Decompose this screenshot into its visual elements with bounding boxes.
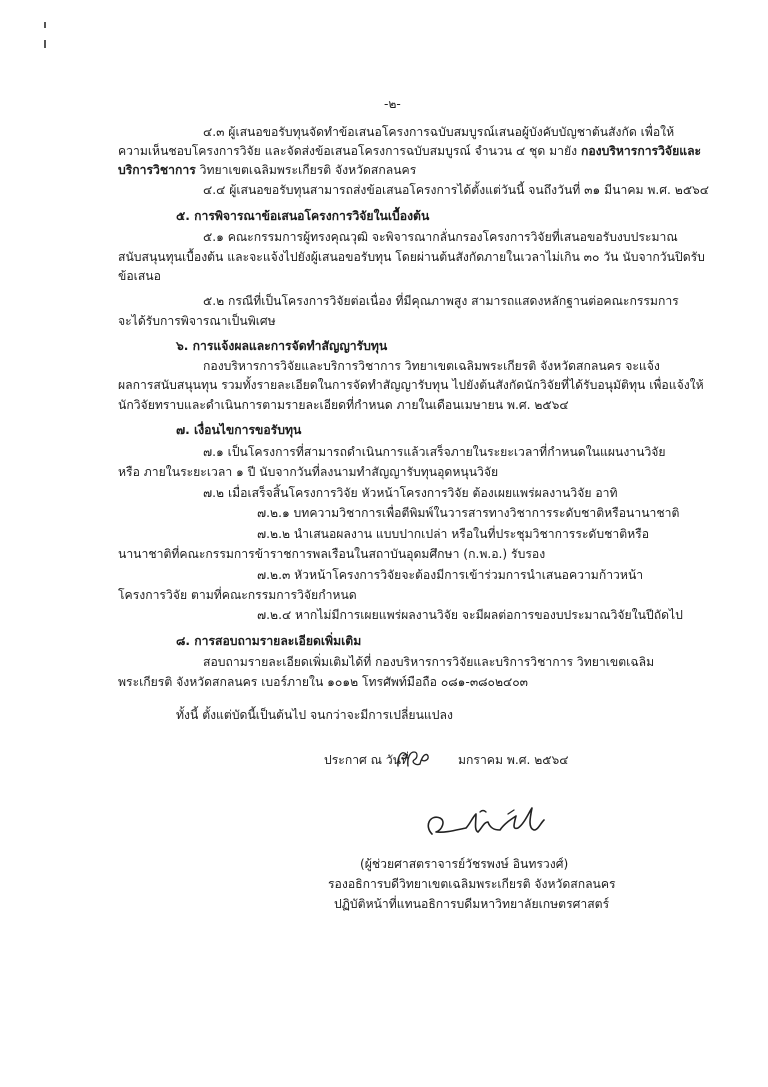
para-7-2-3-line2: โครงการวิจัย ตามที่คณะกรรมการวิจัยกำหนด: [118, 588, 357, 602]
announce-date-prefix: ประกาศ ณ วันที่: [324, 753, 410, 767]
signer-position-1: รองอธิการบดีวิทยาเขตเฉลิมพระเกียรติ จังหวัดสกลนคร: [328, 877, 616, 891]
scan-speck: [44, 40, 46, 48]
heading-7: ๗. เงื่อนไขการขอรับทุน: [176, 423, 302, 437]
para-7-2: ๗.๒ เมื่อเสร็จสิ้นโครงการวิจัย หัวหน้าโครงการวิจัย ต้องเผยแพร่ผลงานวิจัย อาทิ: [203, 486, 618, 500]
announce-date-suffix: มกราคม พ.ศ. ๒๕๖๔: [458, 753, 569, 767]
para-7-1-line1: ๗.๑ เป็นโครงการที่สามารถดำเนินการแล้วเสร็จภายในระยะเวลาที่กำหนดในแผนงานวิจัย: [203, 445, 666, 459]
signer-position-2: ปฏิบัติหน้าที่แทนอธิการบดีมหาวิทยาลัยเกษตรศาสตร์: [334, 897, 610, 911]
signature: [420, 800, 560, 850]
para-7-2-2-line2: นานาชาติที่คณะกรรมการข้าราชการพลเรือนในสถาบันอุดมศึกษา (ก.พ.อ.) รับรอง: [118, 547, 546, 561]
para-6-line1: กองบริหารการวิจัยและบริการวิชาการ วิทยาเขตเฉลิมพระเกียรติ จังหวัดสกลนคร จะแจ้ง: [203, 359, 660, 373]
para-8-line2: พระเกียรติ จังหวัดสกลนคร เบอร์ภายใน ๑๐๑๒ โทรศัพท์มือถือ ๐๘๑-๓๘๐๒๔๐๓: [118, 675, 529, 689]
para-6-line3: นักวิจัยทราบและดำเนินการตามรายละเอียดที่กำหนด ภายในเดือนเมษายน พ.ศ. ๒๕๖๔: [118, 398, 569, 412]
para-7-2-1: ๗.๒.๑ บทความวิชาการเพื่อตีพิมพ์ในวารสารทางวิชาการระดับชาติหรือนานาชาติ: [257, 506, 680, 520]
para-8-line1: สอบถามรายละเอียดเพิ่มเติมได้ที่ กองบริหารการวิจัยและบริการวิชาการ วิทยาเขตเฉลิม: [203, 655, 655, 669]
para-5-2-line2: จะได้รับการพิจารณาเป็นพิเศษ: [118, 314, 276, 328]
para-4-3-line3: บริการวิชาการ วิทยาเขตเฉลิมพระเกียรติ จังหวัดสกลนคร: [118, 163, 417, 177]
para-4-3-line1: ๔.๓ ผู้เสนอขอรับทุนจัดทำข้อเสนอโครงการฉบับสมบูรณ์เสนอผู้บังคับบัญชาต้นสังกัด เพื่อให้: [203, 125, 675, 139]
para-4-4: ๔.๔ ผู้เสนอขอรับทุนสามารถส่งข้อเสนอโครงการได้ตั้งแต่วันนี้ จนถึงวันที่ ๓๑ มีนาคม พ.ศ. ๒๕๖๔: [203, 183, 710, 197]
para-7-2-3-line1: ๗.๒.๓ หัวหน้าโครงการวิจัยจะต้องมีการเข้าร่วมการนำเสนอความก้าวหน้า: [257, 568, 644, 582]
para-5-1-line1: ๕.๑ คณะกรรมการผู้ทรงคุณวุฒิ จะพิจารณากลั่นกรองโครงการวิจัยที่เสนอขอรับงบประมาณ: [203, 230, 678, 244]
para-5-1-line2: สนับสนุนทุนเบื้องต้น และจะแจ้งไปยังผู้เสนอขอรับทุน โดยผ่านต้นสังกัดภายในเวลาไม่เกิน ๓๐ วัน นับจากวันปิดรับ: [118, 250, 705, 264]
para-5-1-line3: ข้อเสนอ: [118, 269, 161, 283]
scan-speck: [44, 22, 46, 28]
para-5-2-line1: ๕.๒ กรณีที่เป็นโครงการวิจัยต่อเนื่อง ที่มีคุณภาพสูง สามารถแสดงหลักฐานต่อคณะกรรมการ: [203, 294, 679, 308]
heading-6: ๖. การแจ้งผลและการจัดทำสัญญารับทุน: [176, 339, 388, 353]
heading-8: ๘. การสอบถามรายละเอียดเพิ่มเติม: [176, 634, 362, 648]
page-number: -๒-: [384, 97, 401, 111]
para-4-3-line2: ความเห็นชอบโครงการวิจัย และจัดส่งข้อเสนอโครงการฉบับสมบูรณ์ จำนวน ๔ ชุด มายัง กองบริหารการวิจัยและ: [118, 144, 702, 158]
handwritten-day: [394, 746, 434, 772]
para-7-1-line2: หรือ ภายในระยะเวลา ๑ ปี นับจากวันที่ลงนามทำสัญญารับทุนอุดหนุนวิจัย: [118, 465, 499, 479]
para-6-line2: ผลการสนับสนุนทุน รวมทั้งรายละเอียดในการจัดทำสัญญารับทุน ไปยังต้นสังกัดนักวิจัยที่ได้รับอนุมัติทุน เพื่อแจ้งให้: [118, 378, 704, 392]
para-7-2-4: ๗.๒.๔ หากไม่มีการเผยแพร่ผลงานวิจัย จะมีผลต่อการของบประมาณวิจัยในปีถัดไป: [257, 608, 683, 622]
signer-name: (ผู้ช่วยศาสตราจารย์วัชรพงษ์ อินทรวงศ์): [360, 857, 569, 871]
heading-5: ๕. การพิจารณาข้อเสนอโครงการวิจัยในเบื้องต้น: [176, 209, 430, 223]
closing-statement: ทั้งนี้ ตั้งแต่บัดนี้เป็นต้นไป จนกว่าจะมีการเปลี่ยนแปลง: [176, 708, 453, 722]
para-7-2-2-line1: ๗.๒.๒ นำเสนอผลงาน แบบปากเปล่า หรือในที่ประชุมวิชาการระดับชาติหรือ: [257, 527, 650, 541]
